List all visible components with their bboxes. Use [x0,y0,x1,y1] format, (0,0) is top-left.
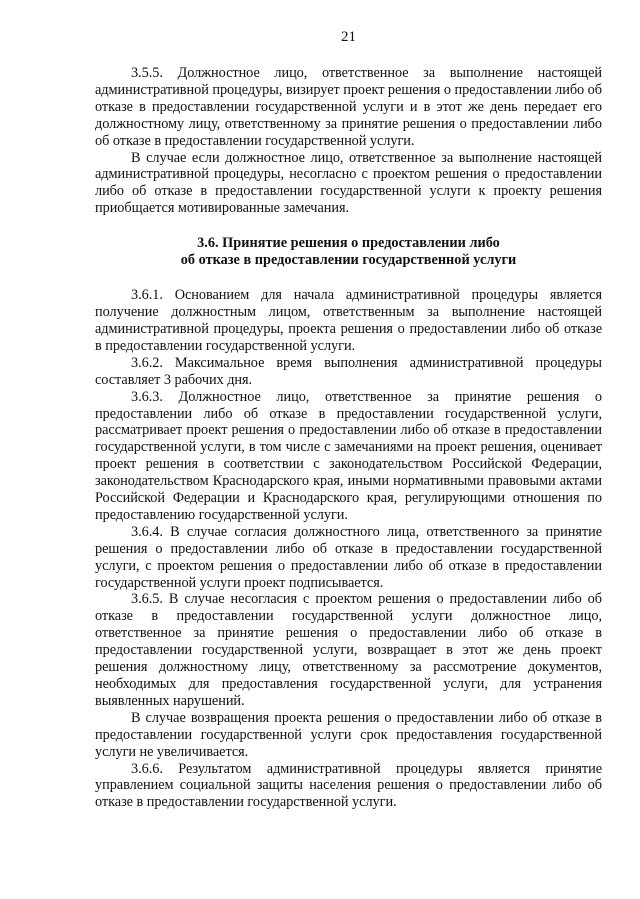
paragraph-3-6-1: 3.6.1. Основанием для начала административной процедуры является получение должностным лицом, ответственным за выполнение настоящей административной процедуры, проекта решения о предоставлении либо об отказе в предоставлении государственной услуги. [95,287,602,354]
paragraph-3-6-2: 3.6.2. Максимальное время выполнения административной процедуры составляет 3 рабочих дня. [95,354,602,388]
section-3-6-body [95,287,602,811]
paragraph-3-5-5: 3.5.5. Должностное лицо, ответственное за выполнение настоящей административной процедуры, визирует проект решения о предоставлении либо об отказе в предоставлении государственной услуги и в этот же день передает его должностному лицу, ответственному за принятие решения о предоставлении либо об отказе в предоставлении государственной услуги. [95,65,602,149]
page-number: 21 [341,29,356,45]
heading-line-2: об отказе в предоставлении государственной услуги [180,252,517,269]
document-page [95,28,602,811]
paragraph-3-6-6: 3.6.6. Результатом административной процедуры является принятие управлением социальной защиты населения решения о предоставлении либо об отказе в предоставлении государственной услуги. [95,760,602,811]
paragraph-3-6-5-note: В случае возвращения проекта решения о предоставлении либо об отказе в предоставлении государственной услуги срок предоставления государственной услуги не увеличивается. [95,709,602,760]
paragraph-3-6-5: 3.6.5. В случае несогласия с проектом решения о предоставлении либо об отказе в предоставлении государственной услуги должностное лицо, ответственное за принятие решения о предоставлении либо об отказе в предоставлении государственной услуги, возвращает в этот же день проект решения должностному лицу, ответственному за рассмотрение документов, необходимых для предоставления государственной услуги, для устранения выявленных нарушений. [95,591,602,709]
paragraph-3-6-4: 3.6.4. В случае согласия должностного лица, ответственного за принятие решения о предоставлении либо об отказе в предоставлении государственной услуги, с проектом решения о предоставлении либо об отказе в предоставлении государственной услуги проект подписывается. [95,523,602,591]
heading-line-1: 3.6. Принятие решения о предоставлении либо [197,235,500,252]
section-heading-3-6 [95,235,602,269]
paragraph-3-6-3: 3.6.3. Должностное лицо, ответственное за принятие решения о предоставлении либо об отказе в предоставлении государственной услуги, рассматривает проект решения о предоставлении либо об отказе в предоставлении государственной услуги, в том числе с замечаниями на проект решения, оценивает проект решения в соответствии с законодательством Российской Федерации, законодательством Краснодарского края, иными нормативными правовыми актами Российской Федерации и Краснодарского края, регулирующими отношения по предоставлению государственной услуги. [95,388,602,523]
paragraph-3-5-5-note: В случае если должностное лицо, ответственное за выполнение настоящей административной процедуры, несогласно с проектом решения о предоставлении либо об отказе в предоставлении государственной услуги к проекту решения приобщается мотивированные замечания. [95,149,602,217]
section-3-5-5 [95,65,602,217]
